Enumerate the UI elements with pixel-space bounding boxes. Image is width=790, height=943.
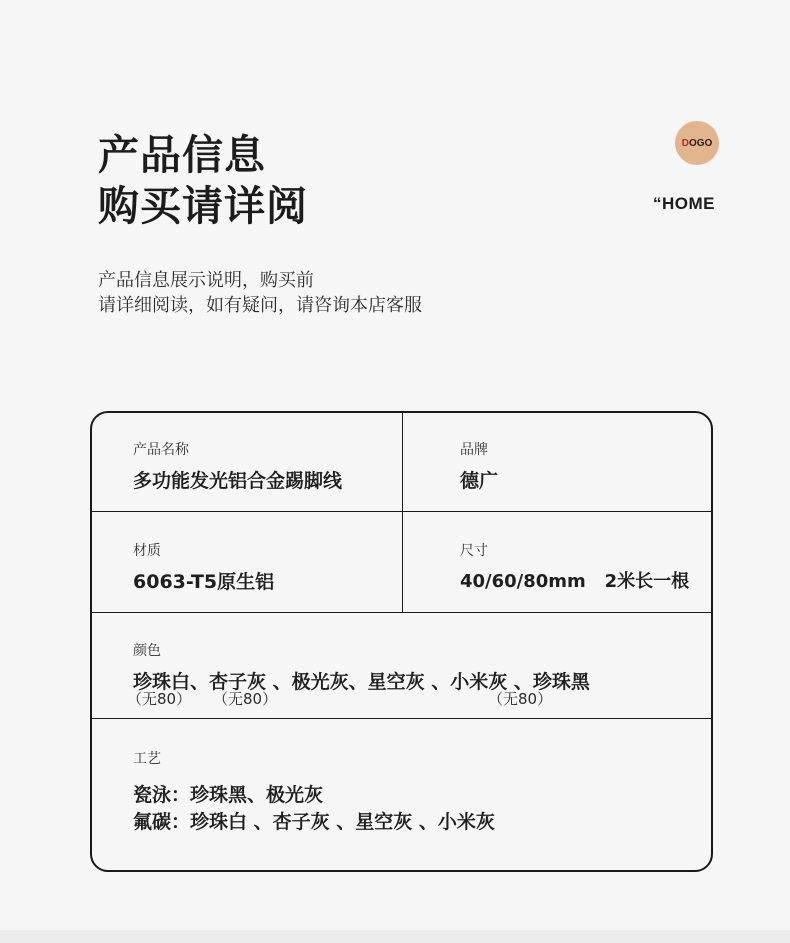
title-line-1: 产品信息 [98, 131, 266, 179]
product-info-card [90, 411, 713, 872]
brand-logo [675, 121, 719, 165]
page-title [98, 130, 308, 232]
product-name-value: 多功能发光铝合金踢脚线 [133, 470, 343, 492]
color-label: 颜色 [133, 643, 161, 659]
brand-value: 德广 [460, 470, 499, 492]
material-label: 材质 [133, 543, 161, 559]
home-label: “HOME [653, 194, 715, 213]
brand-cell [460, 439, 498, 493]
color-cell [133, 640, 590, 694]
craft-line-2: 氟碳：珍珠白 、杏子灰 、星空灰 、小米灰 [133, 811, 495, 833]
brand-label: 品牌 [460, 442, 488, 458]
product-name-cell [133, 439, 342, 493]
logo-mark: D [681, 137, 689, 149]
craft-cell [133, 748, 495, 836]
intro-line-1: 产品信息展示说明，购买前 [98, 270, 314, 291]
row-divider [92, 612, 711, 613]
intro-line-2: 请详细阅读，如有疑问，请咨询本店客服 [98, 295, 422, 316]
craft-line-1: 瓷泳：珍珠黑、极光灰 [133, 784, 324, 806]
color-note: （无80） [127, 690, 192, 708]
size-cell [460, 540, 689, 593]
size-label: 尺寸 [460, 543, 488, 559]
size-value: 40/60/80mm 2米长一根 [460, 571, 690, 592]
product-name-label: 产品名称 [133, 442, 189, 458]
title-line-2: 购买请详阅 [98, 182, 308, 230]
row-divider [92, 718, 711, 719]
color-note: （无80） [213, 690, 278, 708]
intro-text [98, 268, 422, 318]
craft-label: 工艺 [133, 751, 161, 767]
bottom-strip [0, 930, 790, 943]
color-note: （无80） [488, 690, 553, 708]
column-divider [402, 413, 403, 612]
material-cell [133, 540, 274, 594]
color-value: 珍珠白、杏子灰 、极光灰、星空灰 、小米灰 、珍珠黑 [133, 671, 590, 693]
logo-text: OGO [688, 137, 713, 149]
material-value: 6063-T5原生铝 [133, 571, 275, 593]
